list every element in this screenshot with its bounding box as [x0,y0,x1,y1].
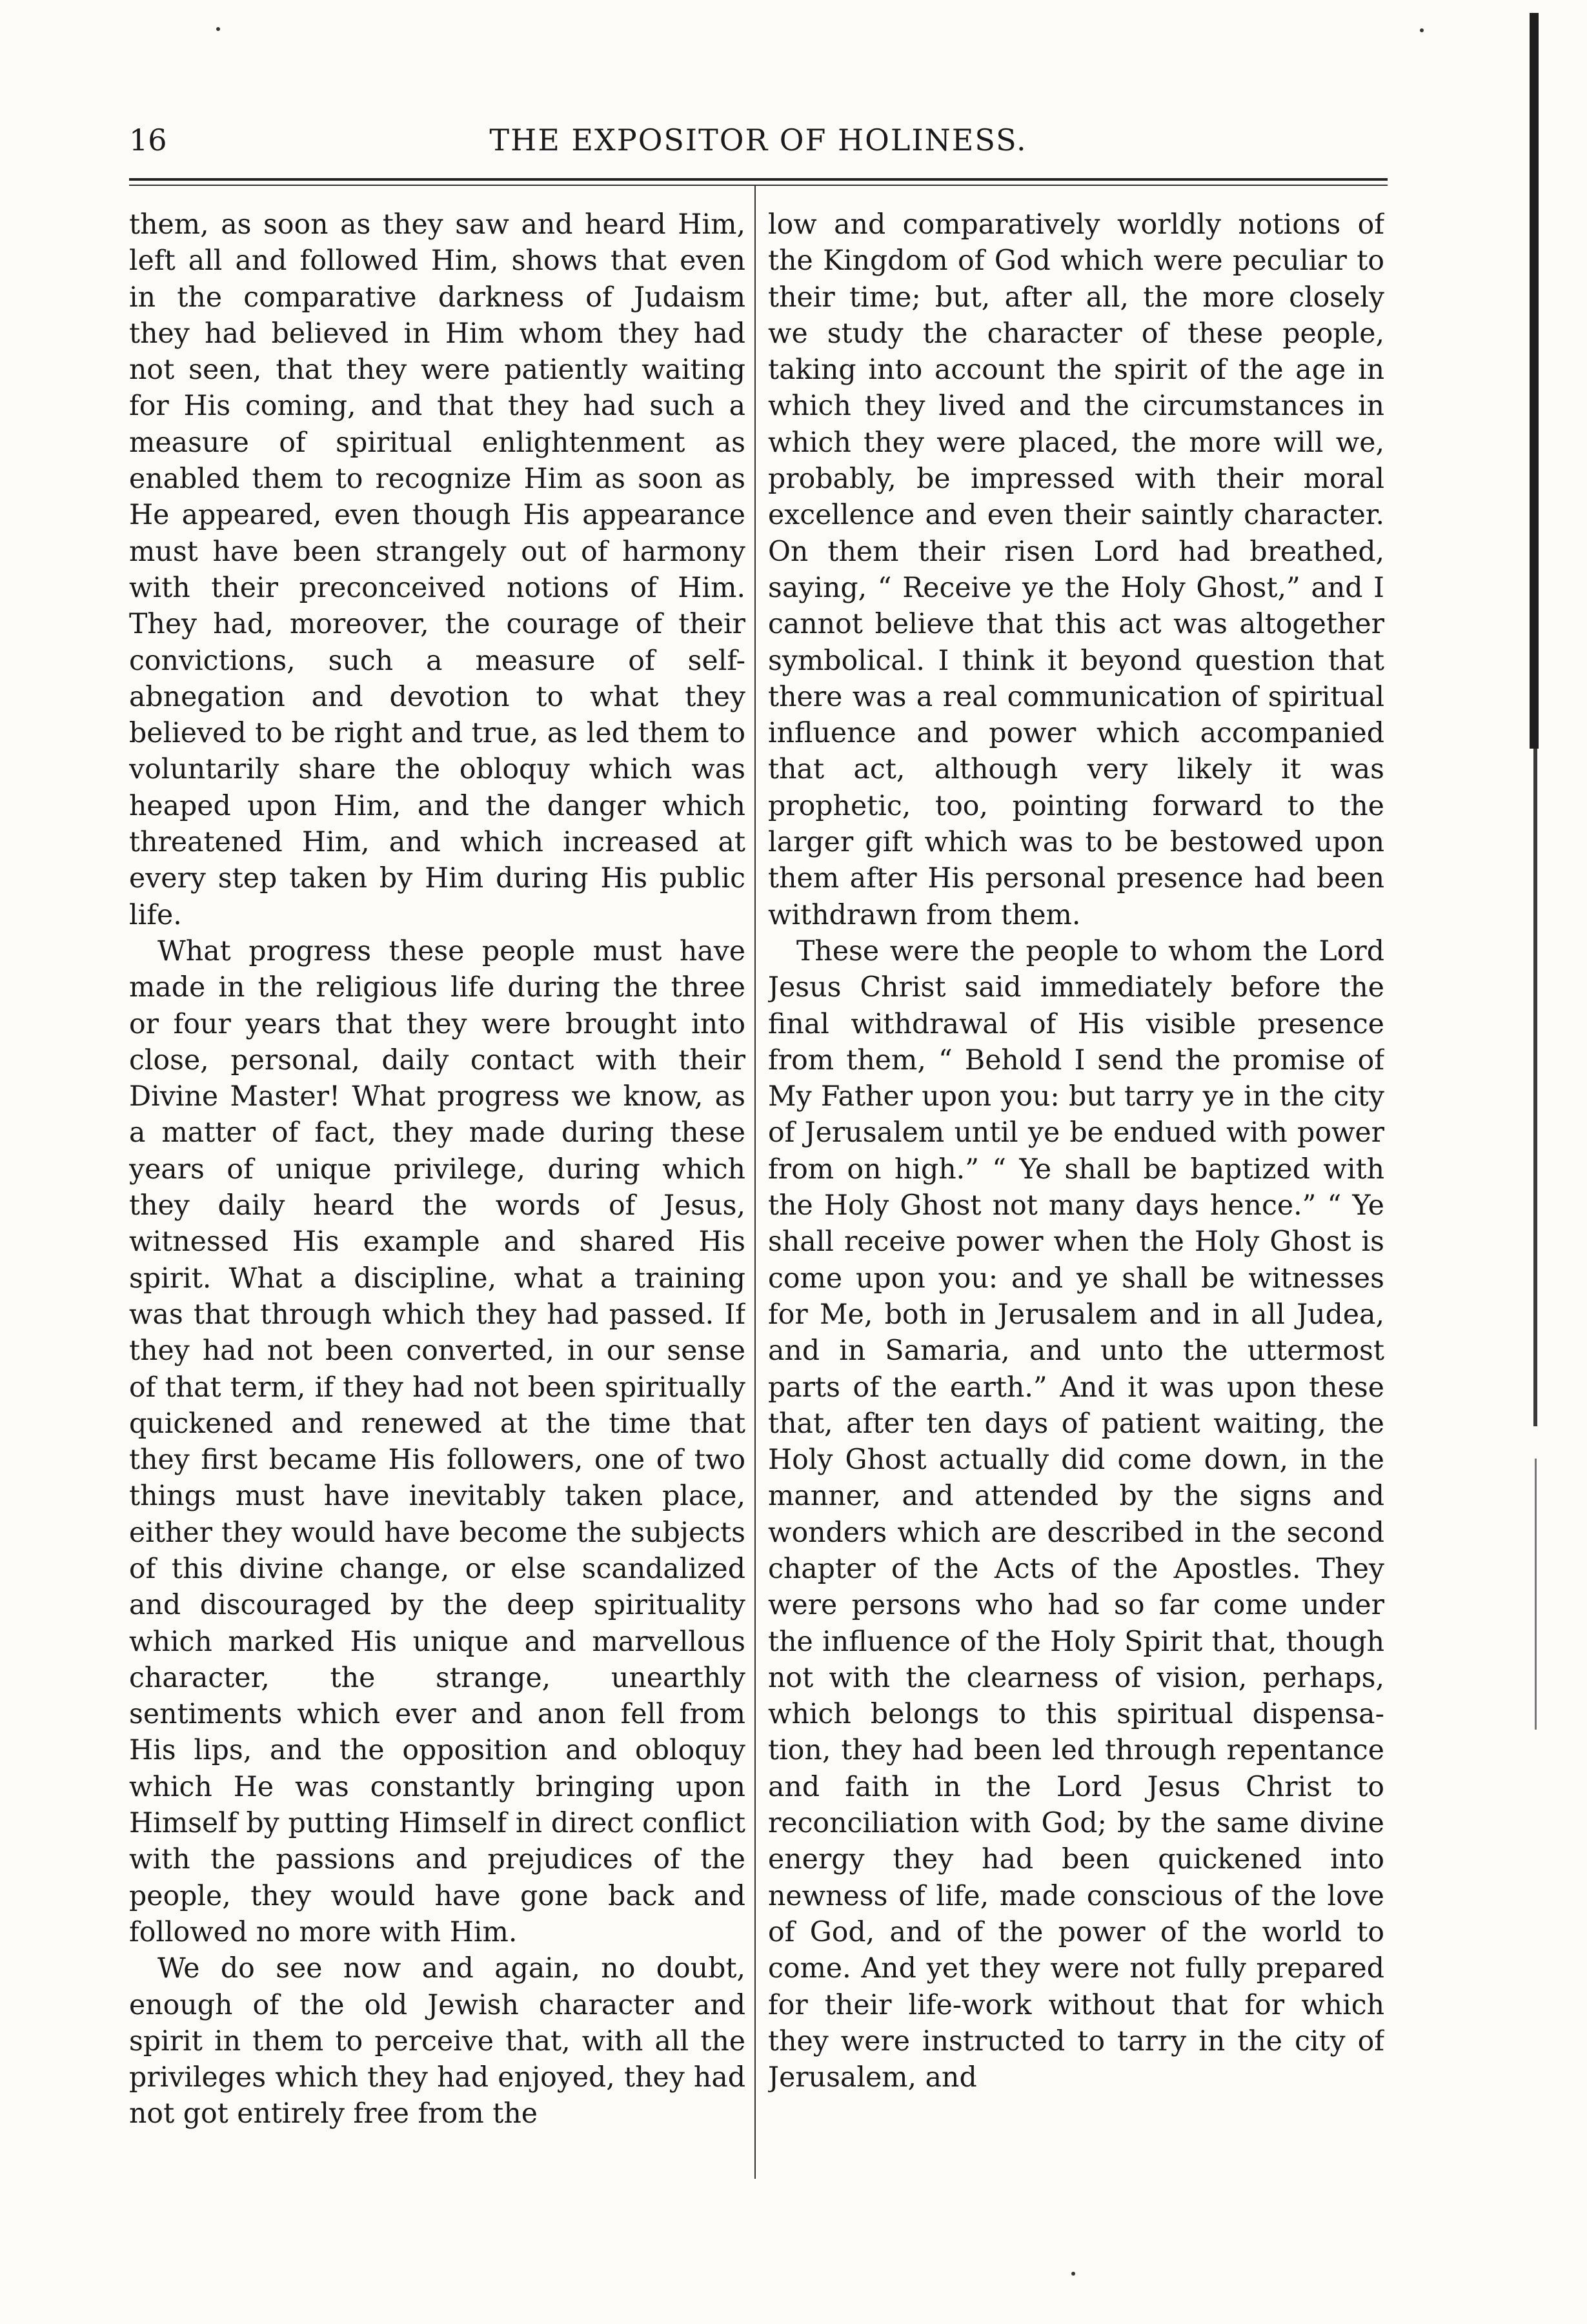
left-paragraph-2: What progress these people must have made in the religious life during the three or four years that they were brought into close, personal, daily contact with their Divine Master! What progress we know, as a matter of fact, they made during these years of unique privilege, during which they daily heard the words of Jesus, witnessed His example and shared His spirit. What a discipline, what a training was that through which they had passed. If they had not been converted, in our sense of that term, if they had not been spiritually quickened and renewed at the time that they first became His followers, one of two things must have inevitably taken place, either they would have become the subjects of this divine change, or else scandalized and discouraged by the deep spirituality which marked His unique and marvellous character, the strange, unearthly sentiments which ever and anon fell from His lips, and the opposition and obloquy which He was constantly bringing upon Himself by putting Himself in direct conflict with the passions and prejudices of the people, they would have gone back and followed no more with Him. [129,935,745,1948]
left-paragraph-1: them, as soon as they saw and heard Him, left all and followed Him, shows that even in the comparative darkness of Judaism they had believed in Him whom they had not seen, that they were patiently waiting for His coming, and that they had such a measure of spiritual enlightenment as enabled them to recognize Him as soon as He appeared, even though His appearance must have been strangely out of harmony with their preconceived notions of Him. They had, moreover, the courage of their convictions, such a measure of self-abnegation and devotion to what they believed to be right and true, as led them to voluntarily share the obloquy which was heaped upon Him, and the danger which threatened Him, and which increased at every step taken by Him during His public life. [129,208,745,931]
print-speck [216,27,220,31]
scan-edge-mark-faint [1535,1459,1537,1730]
scan-edge-mark [1530,13,1539,749]
print-speck [1420,28,1424,32]
page-header [129,123,1388,168]
header-rule-thick [129,178,1388,181]
left-column [129,207,745,2181]
scan-edge-mark-lower [1533,749,1537,1426]
right-column [768,207,1384,2181]
right-paragraph-1: low and comparatively worldly notions of the Kingdom of God which were peculiar to their time; but, after all, the more closely we study the character of these people, taking into account the spirit of the age in which they lived and the circumstances in which they were placed, the more will we, probably, be impressed with their moral excellence and even their saintly character. On them their risen Lord had breathed, saying, “ Receive ye the Holy Ghost,” and I cannot believe that this act was altogether symbolical. I think it beyond question that there was a real communication of spiritual influence and power which accompanied that act, although very likely it was prophetic, too, pointing forward to the larger gift which was to be bestowed upon them after His personal presence had been withdrawn from them. [768,208,1384,931]
print-speck [1071,2272,1075,2276]
page-number: 16 [129,123,167,157]
running-title: THE EXPOSITOR OF HOLINESS. [489,123,1027,157]
right-paragraph-2: These were the people to whom the Lord Jesus Christ said immediately before the final withdrawal of His visible presence from them, “ Behold I send the promise of My Father upon you: but tarry ye in the city of Jerusalem until ye be endued with power from on high.” “ Ye shall be baptized with the Holy Ghost not many days hence.” “ Ye shall receive power when the Holy Ghost is come upon you: and ye shall be witnesses for Me, both in Jerusalem and in all Judea, and in Samaria, and unto the uttermost parts of the earth.” And it was upon these that, after ten days of patient waiting, the Holy Ghost actually did come down, in the manner, and attended by the signs and wonders which are described in the second chapter of the Acts of the Apostles. They were persons who had so far come under the influence of the Holy Spirit that, though not with the clearness of vision, perhaps, which belongs to this spiritual dispensation, they had been led through repentance and faith in the Lord Jesus Christ to reconciliation with God; by the same divine energy they had been quickened into newness of life, made conscious of the love of God, and of the power of the world to come. And yet they were not fully prepared for their life-work without that for which they were instructed to tarry in the city of Jerusalem, and [768,935,1384,2094]
column-divider [754,185,756,2179]
header-rule-thin [129,185,1388,186]
left-paragraph-3: We do see now and again, no doubt, enough of the old Jewish character and spirit in them to perceive that, with all the privileges which they had enjoyed, they had not got entirely free from the [129,1952,745,2130]
